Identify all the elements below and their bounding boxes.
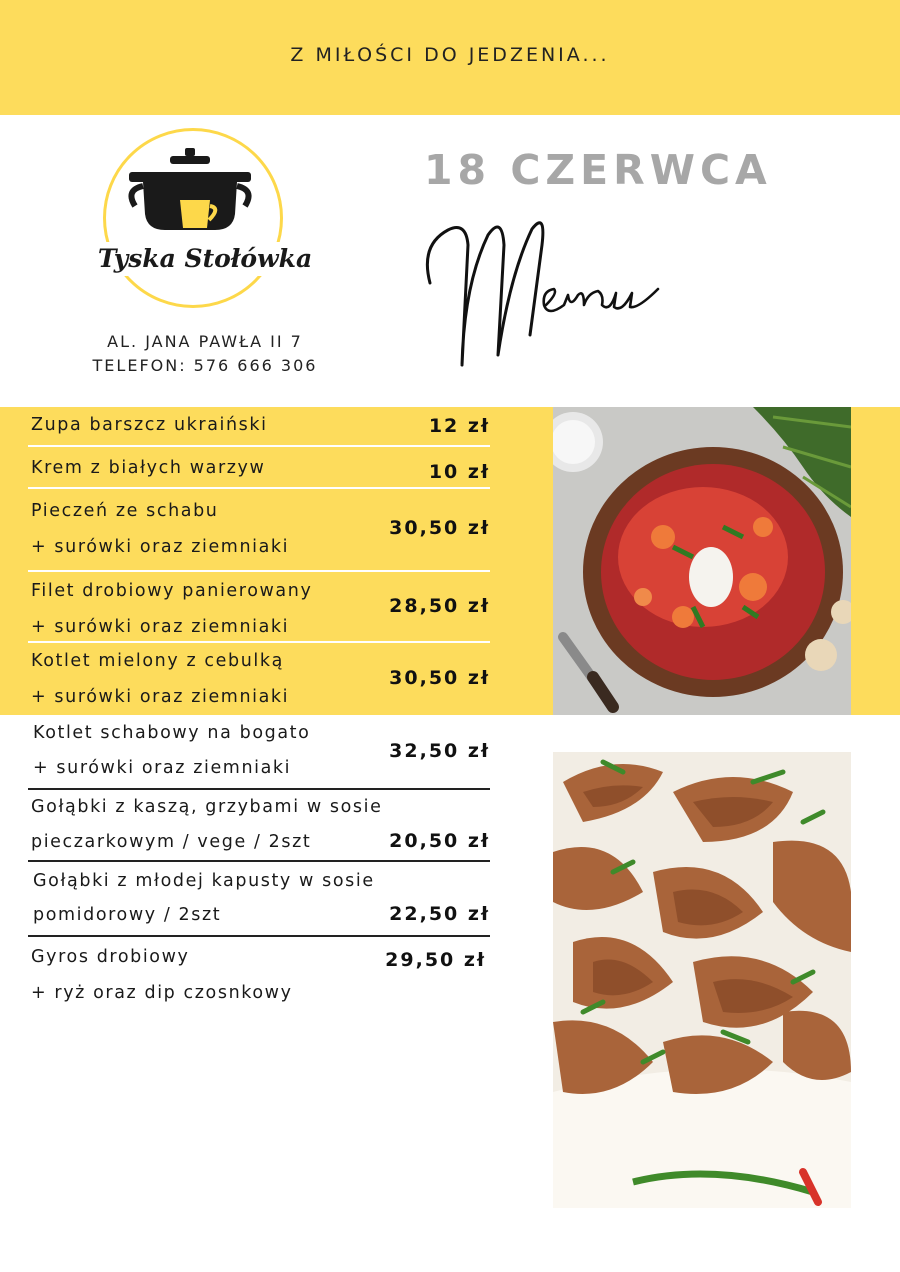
item-name: Kotlet mielony z cebulką bbox=[31, 651, 284, 671]
menu-title bbox=[418, 205, 668, 375]
item-price: 10 zł bbox=[428, 461, 490, 483]
menu-date: 18 CZERWCA bbox=[424, 146, 772, 194]
item-name: Krem z białych warzyw bbox=[31, 458, 266, 478]
logo bbox=[85, 128, 325, 313]
item-subtitle: + surówki oraz ziemniaki bbox=[31, 617, 290, 637]
pot-icon bbox=[85, 128, 325, 248]
tagline: Z MIŁOŚCI DO JEDZENIA... bbox=[290, 43, 610, 66]
item-subtitle: + surówki oraz ziemniaki bbox=[31, 537, 290, 557]
item-name: Zupa barszcz ukraiński bbox=[31, 415, 268, 435]
separator bbox=[28, 445, 490, 447]
item-price: 32,50 zł bbox=[389, 740, 490, 762]
item-name: Filet drobiowy panierowany bbox=[31, 581, 313, 601]
address-text: AL. JANA PAWŁA II 7 bbox=[107, 332, 303, 351]
separator bbox=[28, 860, 490, 862]
contact bbox=[0, 330, 410, 378]
item-price: 12 zł bbox=[428, 415, 490, 437]
item-price: 22,50 zł bbox=[389, 903, 490, 925]
header-band bbox=[0, 0, 900, 115]
borscht-photo bbox=[553, 407, 851, 715]
phone-text: TELEFON: 576 666 306 bbox=[92, 356, 318, 375]
separator bbox=[28, 487, 490, 489]
item-name: Gyros drobiowy bbox=[31, 947, 190, 967]
separator bbox=[28, 935, 490, 937]
item-subtitle: + surówki oraz ziemniaki bbox=[31, 687, 290, 707]
item-price: 30,50 zł bbox=[389, 517, 490, 539]
separator bbox=[28, 788, 490, 790]
menu-title-text: Menu bbox=[418, 205, 421, 206]
item-name: Pieczeń ze schabu bbox=[31, 501, 219, 521]
item-price: 30,50 zł bbox=[389, 667, 490, 689]
item-subtitle: pieczarkowym / vege / 2szt bbox=[31, 832, 312, 852]
item-price: 28,50 zł bbox=[389, 595, 490, 617]
item-name: Gołąbki z młodej kapusty w sosie bbox=[33, 871, 375, 891]
gyros-photo bbox=[553, 752, 851, 1208]
item-name: Kotlet schabowy na bogato bbox=[33, 723, 311, 743]
separator bbox=[28, 641, 490, 643]
item-subtitle: + ryż oraz dip czosnkowy bbox=[31, 983, 293, 1003]
item-price: 29,50 zł bbox=[385, 949, 486, 971]
separator bbox=[28, 570, 490, 572]
logo-name: Tyska Stołówka bbox=[85, 242, 325, 276]
item-name: Gołąbki z kaszą, grzybami w sosie bbox=[31, 797, 383, 817]
item-price: 20,50 zł bbox=[389, 830, 490, 852]
item-subtitle: pomidorowy / 2szt bbox=[33, 905, 222, 925]
item-subtitle: + surówki oraz ziemniaki bbox=[33, 758, 292, 778]
